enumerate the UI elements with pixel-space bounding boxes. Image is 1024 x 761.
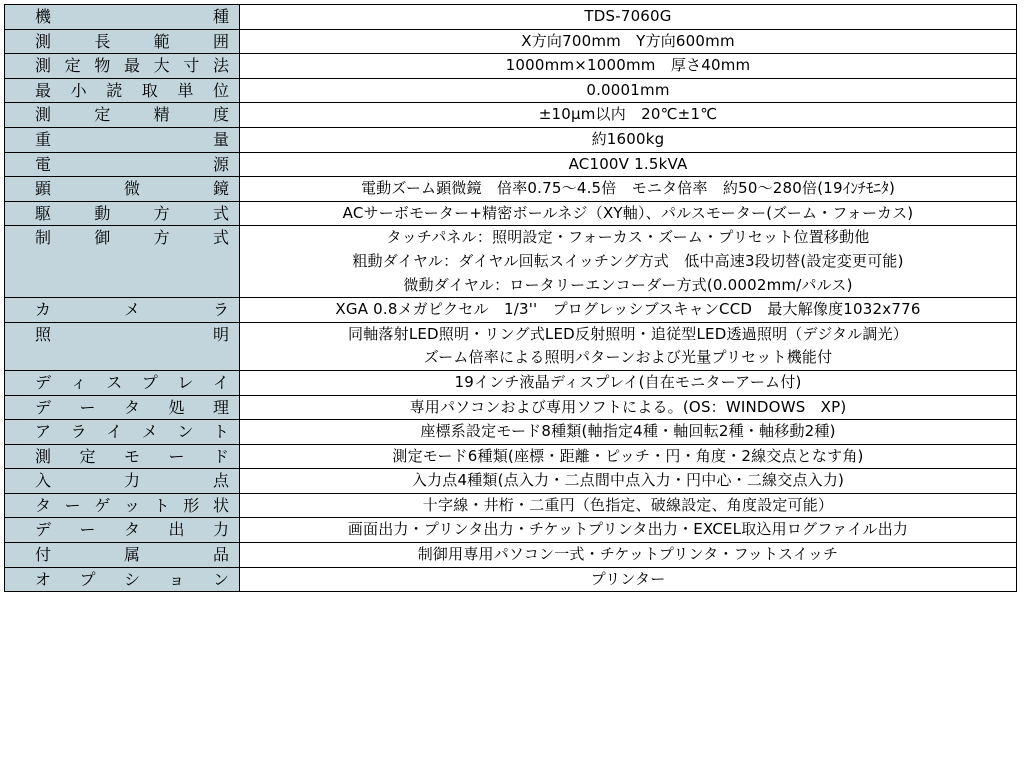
spec-label (35, 103, 229, 127)
label-char: 式 (212, 203, 229, 223)
label-char: 取 (141, 80, 158, 100)
label-char: ー (79, 520, 96, 540)
label-char: 制 (35, 228, 52, 248)
spec-label-cell (5, 493, 240, 518)
spec-value-cell (240, 493, 1017, 518)
label-char: 機 (35, 7, 52, 26)
spec-value-cell (240, 226, 1017, 298)
label-char: 測 (35, 105, 52, 125)
label-char: カ (35, 300, 52, 320)
spec-label-cell (5, 78, 240, 103)
spec-value-cell (240, 201, 1017, 226)
spec-value: XGA 0.8メガピクセル 1/3'' プログレッシブスキャンCCD 最大解像度1032x776 (335, 300, 921, 319)
label-char: 処 (168, 397, 185, 417)
spec-label-cell (5, 444, 240, 469)
label-char: ン (212, 569, 229, 589)
spec-value: 1000mm×1000mm 厚さ40mm (505, 56, 751, 75)
spec-value: 約1600kg (591, 129, 665, 148)
label-char: タ (123, 520, 140, 540)
spec-row (5, 370, 1017, 395)
spec-value: X方向700mm Y方向600mm (521, 31, 735, 50)
label-char: タ (35, 495, 52, 515)
spec-value-cell (240, 152, 1017, 177)
spec-value-cell (240, 518, 1017, 543)
spec-label-cell (5, 177, 240, 202)
spec-value-cell (240, 177, 1017, 202)
label-char: 量 (212, 129, 229, 149)
label-char: 度 (212, 105, 229, 125)
spec-label-cell (5, 54, 240, 79)
spec-label (35, 177, 229, 201)
spec-row (5, 29, 1017, 54)
spec-value: 粗動ダイヤル：ダイヤル回転スイッチング方式 低中高速3段切替(設定変更可能) (352, 251, 904, 270)
spec-row (5, 152, 1017, 177)
label-char: ー (64, 495, 81, 515)
spec-value: 0.0001mm (586, 80, 670, 99)
label-char: 最 (35, 80, 52, 100)
spec-row (5, 543, 1017, 568)
label-char: デ (35, 372, 52, 392)
label-char: 方 (153, 228, 170, 248)
label-char: ゲ (94, 495, 111, 515)
spec-value: 電動ズーム顕微鏡 倍率0.75～4.5倍 モニタ倍率 約50～280倍(19ｲﾝﾁﾓﾆﾀ) (360, 179, 895, 198)
label-char: オ (35, 569, 52, 589)
label-char: 最 (123, 56, 140, 76)
label-char: メ (141, 422, 158, 442)
spec-table-body (5, 5, 1017, 592)
spec-label (35, 298, 229, 322)
spec-row (5, 444, 1017, 469)
spec-row (5, 177, 1017, 202)
spec-label-cell (5, 420, 240, 445)
label-char: ー (168, 446, 185, 466)
spec-label (35, 494, 229, 518)
label-char: 測 (35, 446, 52, 466)
spec-label (35, 128, 229, 152)
spec-label-cell (5, 226, 240, 298)
label-char: 点 (212, 471, 229, 491)
label-char: 位 (212, 80, 229, 100)
spec-label (35, 226, 229, 250)
spec-label-cell (5, 29, 240, 54)
spec-label (35, 543, 229, 567)
spec-value: 測定モード6種類(座標・距離・ピッチ・円・角度・2線交点となす角) (392, 446, 864, 465)
spec-label-cell (5, 567, 240, 592)
label-char: ト (212, 422, 229, 442)
spec-row (5, 298, 1017, 323)
label-char: 長 (94, 31, 111, 51)
label-char: ー (79, 397, 96, 417)
label-char: 入 (35, 471, 52, 491)
spec-row (5, 54, 1017, 79)
label-char: ト (153, 495, 170, 515)
spec-label (35, 420, 229, 444)
spec-value-cell (240, 395, 1017, 420)
spec-value: 専用パソコンおよび専用ソフトによる。(OS：WINDOWS XP) (409, 397, 847, 416)
spec-value-cell (240, 298, 1017, 323)
spec-row (5, 201, 1017, 226)
label-char: ド (212, 446, 229, 466)
label-char: 読 (106, 80, 123, 100)
spec-label (35, 54, 229, 78)
spec-label (35, 469, 229, 493)
spec-value: ズーム倍率による照明パターンおよび光量プリセット機能付 (423, 348, 833, 367)
label-char: ラ (70, 422, 87, 442)
spec-value-cell (240, 5, 1017, 30)
spec-row (5, 226, 1017, 298)
spec-value: AC100V 1.5kVA (568, 154, 688, 173)
spec-row (5, 5, 1017, 30)
spec-row (5, 78, 1017, 103)
spec-label-cell (5, 395, 240, 420)
spec-label-cell (5, 5, 240, 30)
spec-row (5, 518, 1017, 543)
label-char: モ (123, 446, 140, 466)
spec-row (5, 567, 1017, 592)
label-char: イ (106, 422, 123, 442)
label-char: 精 (153, 105, 170, 125)
label-char: 定 (79, 446, 96, 466)
spec-table (4, 4, 1017, 592)
label-char: レ (177, 372, 194, 392)
label-char: 式 (212, 228, 229, 248)
spec-label (35, 518, 229, 542)
label-char: ョ (168, 569, 185, 589)
label-char: 属 (123, 545, 140, 565)
spec-label-cell (5, 103, 240, 128)
spec-label (35, 445, 229, 469)
label-char: 物 (94, 56, 111, 76)
spec-value-cell (240, 420, 1017, 445)
label-char: 駆 (35, 203, 52, 223)
label-char: シ (123, 569, 140, 589)
spec-value: 十字線・井桁・二重円（色指定、破線設定、角度設定可能） (422, 495, 834, 514)
label-char: 種 (212, 7, 229, 26)
label-char: プ (79, 569, 96, 589)
spec-value: 制御用専用パソコン一式・チケットプリンタ・フットスイッチ (417, 545, 839, 564)
label-char: ス (106, 372, 123, 392)
spec-value-cell (240, 444, 1017, 469)
spec-label-cell (5, 469, 240, 494)
label-char: 形 (183, 495, 200, 515)
spec-value-cell (240, 29, 1017, 54)
label-char: 微 (123, 179, 140, 199)
label-char: 源 (212, 154, 229, 174)
spec-value-cell (240, 127, 1017, 152)
spec-label-cell (5, 152, 240, 177)
label-char: タ (123, 397, 140, 417)
label-char: デ (35, 520, 52, 540)
label-char: 単 (177, 80, 194, 100)
spec-value: 入力点4種類(点入力・二点間中点入力・円中心・二線交点入力) (411, 471, 845, 490)
label-char: 付 (35, 545, 52, 565)
spec-row (5, 493, 1017, 518)
spec-row (5, 420, 1017, 445)
label-char: 電 (35, 154, 52, 174)
spec-value-cell (240, 370, 1017, 395)
spec-row (5, 103, 1017, 128)
spec-label (35, 396, 229, 420)
label-char: メ (123, 300, 140, 320)
label-char: 照 (35, 324, 52, 344)
spec-value-cell (240, 103, 1017, 128)
spec-value: プリンター (590, 569, 666, 588)
spec-label-cell (5, 298, 240, 323)
spec-value-cell (240, 543, 1017, 568)
label-char: 法 (212, 56, 229, 76)
spec-label-cell (5, 127, 240, 152)
label-char: 範 (153, 31, 170, 51)
spec-value-cell (240, 322, 1017, 370)
spec-row (5, 127, 1017, 152)
spec-value: 微動ダイヤル：ロータリーエンコーダー方式(0.0002mm/パルス) (403, 275, 853, 294)
spec-value: タッチパネル：照明設定・フォーカス・ズーム・プリセット位置移動他 (386, 228, 870, 247)
label-char: ン (177, 422, 194, 442)
label-char: 定 (64, 56, 81, 76)
label-char: 出 (168, 520, 185, 540)
label-char: 寸 (183, 56, 200, 76)
label-char: 大 (153, 56, 170, 76)
label-char: イ (212, 372, 229, 392)
label-char: 囲 (212, 31, 229, 51)
spec-label (35, 5, 229, 29)
spec-value: 19インチ液晶ディスプレイ(自在モニターアーム付) (454, 372, 802, 391)
label-char: 測 (35, 56, 52, 76)
label-char: 方 (153, 203, 170, 223)
spec-value: ±10μm以内 20℃±1℃ (538, 105, 718, 124)
label-char: 小 (70, 80, 87, 100)
spec-label-cell (5, 518, 240, 543)
label-char: 状 (212, 495, 229, 515)
spec-value: ACサーボモーター+精密ボールネジ（XY軸）、パルスモーター(ズーム・フォーカス) (342, 203, 914, 222)
label-char: 力 (123, 471, 140, 491)
spec-label-cell (5, 322, 240, 370)
spec-label-cell (5, 370, 240, 395)
label-char: ラ (212, 300, 229, 320)
label-char: 御 (94, 228, 111, 248)
spec-value: 画面出力・プリンタ出力・チケットプリンタ出力・EXCEL取込用ログファイル出力 (347, 520, 909, 539)
label-char: 測 (35, 31, 52, 51)
spec-label-cell (5, 543, 240, 568)
spec-label (35, 371, 229, 395)
spec-row (5, 395, 1017, 420)
spec-label (35, 568, 229, 592)
spec-value: 同軸落射LED照明・リング式LED反射照明・追従型LED透過照明（デジタル調光） (348, 324, 908, 343)
spec-label (35, 202, 229, 226)
label-char: 理 (212, 397, 229, 417)
spec-value-cell (240, 469, 1017, 494)
label-char: 明 (212, 324, 229, 344)
spec-value: TDS-7060G (584, 7, 672, 25)
label-char: 定 (94, 105, 111, 125)
label-char: 品 (212, 545, 229, 565)
label-char: ア (35, 422, 52, 442)
label-char: ッ (123, 495, 140, 515)
label-char: 力 (212, 520, 229, 540)
label-char: プ (141, 372, 158, 392)
spec-value-cell (240, 78, 1017, 103)
spec-label (35, 79, 229, 103)
spec-row (5, 322, 1017, 370)
label-char: 動 (94, 203, 111, 223)
label-char: 鏡 (212, 179, 229, 199)
spec-label (35, 153, 229, 177)
label-char: ィ (70, 372, 87, 392)
spec-row (5, 469, 1017, 494)
spec-value-cell (240, 567, 1017, 592)
spec-label (35, 30, 229, 54)
label-char: 顕 (35, 179, 52, 199)
spec-label-cell (5, 201, 240, 226)
spec-value: 座標系設定モード8種類(軸指定4種・軸回転2種・軸移動2種) (420, 422, 836, 441)
label-char: 重 (35, 129, 52, 149)
label-char: デ (35, 397, 52, 417)
spec-value-cell (240, 54, 1017, 79)
spec-label (35, 323, 229, 347)
